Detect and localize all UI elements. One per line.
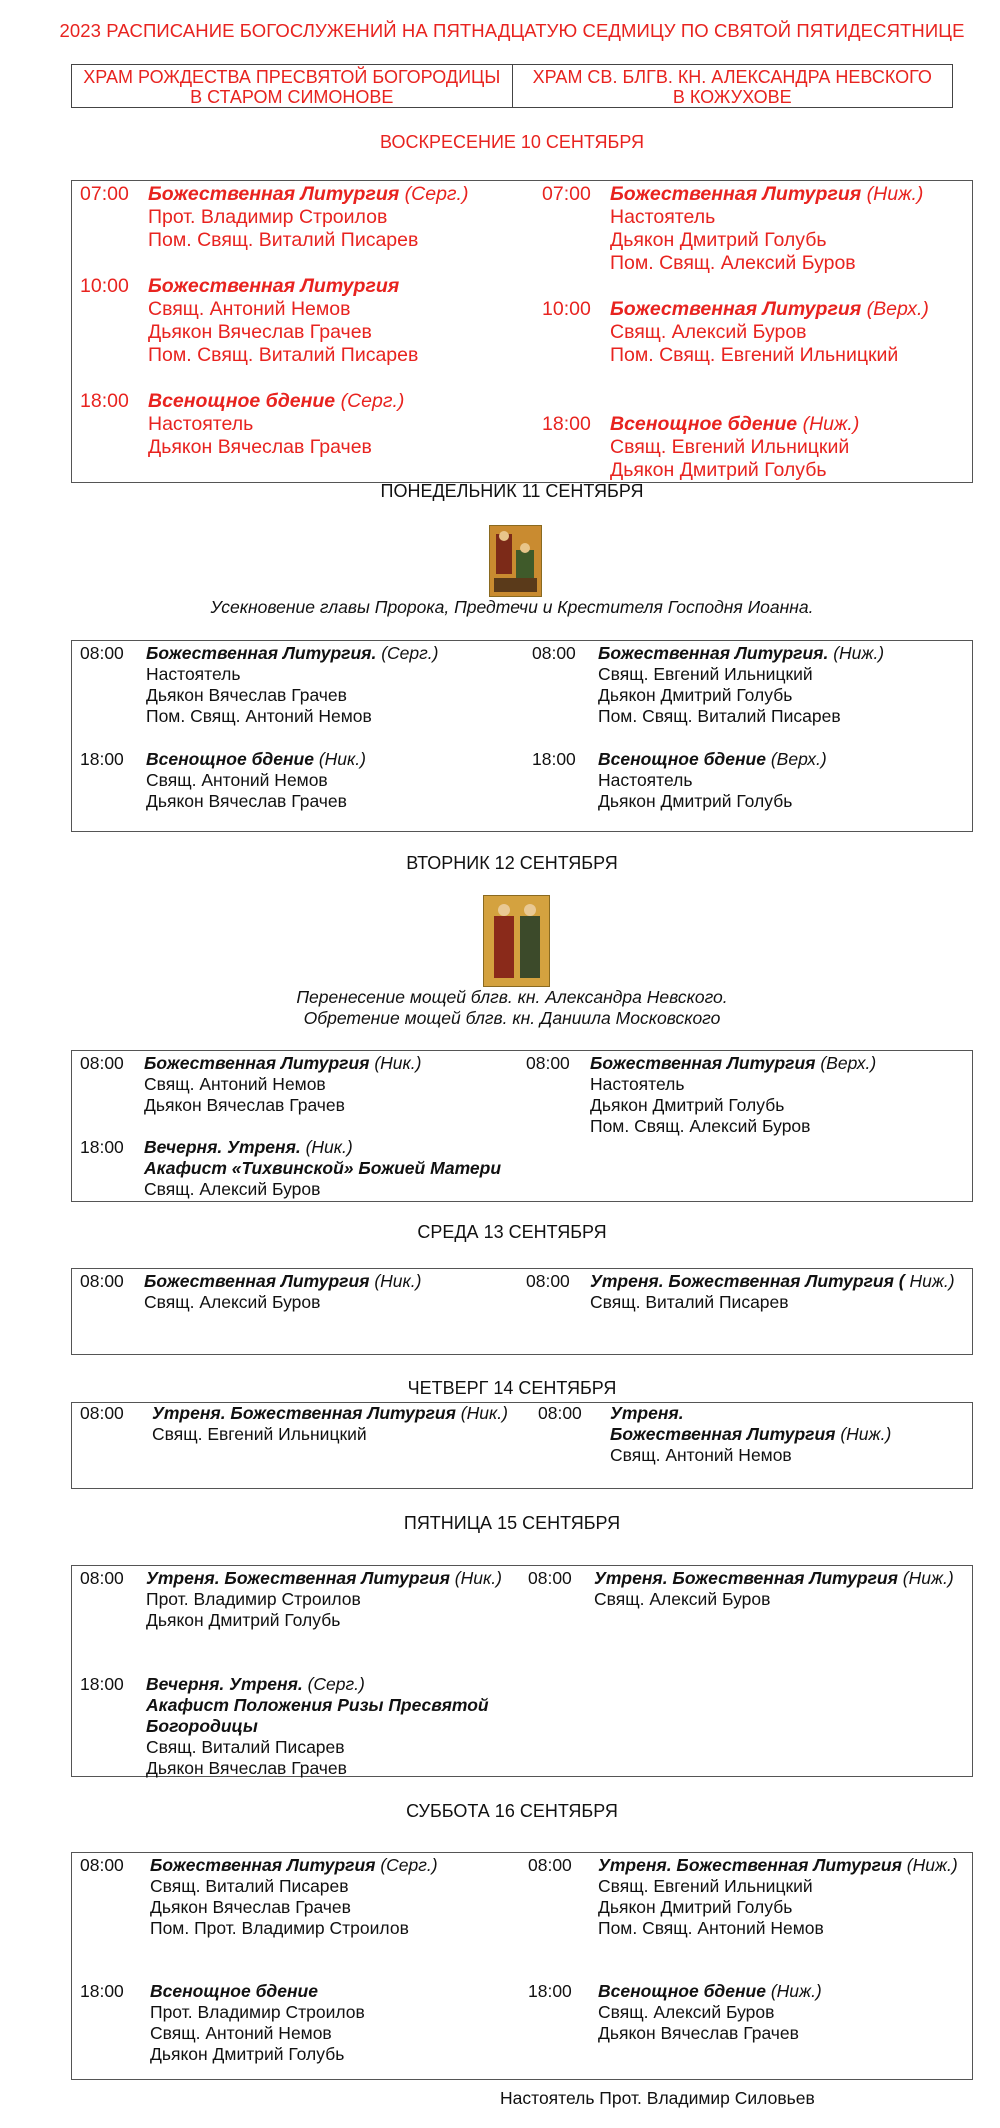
service-time: 08:00: [532, 643, 576, 663]
clergy-name: Пом. Свящ. Алексий Буров: [610, 252, 856, 274]
service-time: 07:00: [80, 183, 129, 205]
clergy-name: Дьякон Дмитрий Голубь: [598, 791, 793, 811]
clergy-name: Дьякон Дмитрий Голубь: [598, 1897, 793, 1917]
service-location: (Ник.): [369, 1271, 422, 1291]
service-title: [148, 183, 468, 206]
clergy-name: Дьякон Дмитрий Голубь: [146, 1610, 341, 1630]
clergy-name: Дьякон Вячеслав Грачев: [146, 791, 347, 811]
service-location: (Ниж.): [765, 1981, 822, 2001]
service-body: [146, 1674, 489, 1779]
service-name: Божественная Литургия: [148, 183, 400, 205]
church-left: ХРАМ РОЖДЕСТВА ПРЕСВЯТОЙ БОГОРОДИЦЫ В СТАРОМ СИМОНОВЕ: [83, 67, 501, 107]
service-body: [594, 1568, 954, 1610]
service-title-2: [144, 1158, 501, 1179]
clergy-name: Прот. Владимир Строилов: [150, 2002, 365, 2022]
service-title: [146, 1568, 502, 1589]
clergy-name: Пом. Свящ. Виталий Писарев: [148, 344, 419, 366]
service-body: [146, 643, 438, 727]
service-location: (Ниж.): [897, 1568, 954, 1588]
service-time: 18:00: [80, 390, 129, 412]
clergy-name: Пом. Свящ. Антоний Немов: [146, 706, 372, 726]
feast-tuesday-2: Обретение мощей блгв. кн. Даниила Московского: [303, 1008, 721, 1028]
service-title: [144, 1271, 422, 1292]
service-location: (Ник.): [313, 749, 366, 769]
icon-image-beheading: [489, 525, 542, 597]
service-body: [598, 643, 884, 727]
clergy-name: Свящ. Антоний Немов: [150, 2023, 332, 2043]
clergy-name: Дьякон Вячеслав Грачев: [146, 1758, 347, 1778]
church-header: [71, 64, 953, 108]
day-title-thursday: ЧЕТВЕРГ 14 СЕНТЯБРЯ: [407, 1378, 617, 1398]
clergy-name: Свящ. Евгений Ильницкий: [610, 436, 850, 458]
clergy-name: Пом. Свящ. Виталий Писарев: [148, 229, 419, 251]
clergy-name: Свящ. Антоний Немов: [610, 1445, 792, 1465]
service-body: [148, 390, 404, 459]
page-title: 2023 РАСПИСАНИЕ БОГОСЛУЖЕНИЙ НА ПЯТНАДЦАТУЮ СЕДМИЦУ ПО СВЯТОЙ ПЯТИДЕСЯТНИЦЕ: [59, 20, 965, 41]
service-name: Всенощное бдение: [148, 390, 336, 412]
service-title: [590, 1271, 955, 1292]
day-title-wednesday: СРЕДА 13 СЕНТЯБРЯ: [417, 1222, 607, 1242]
service-location: (Серг.): [376, 643, 439, 663]
icon-image-saints: [483, 895, 550, 987]
service-location: (Серг.): [335, 390, 405, 412]
clergy-name: Дьякон Дмитрий Голубь: [150, 2044, 345, 2064]
clergy-name: Свящ. Алексий Буров: [144, 1179, 321, 1199]
service-title: [144, 1137, 501, 1158]
schedule-box-wednesday: [71, 1268, 973, 1355]
schedule-box-sunday: [71, 180, 973, 483]
clergy-name: Дьякон Вячеслав Грачев: [148, 321, 372, 343]
clergy-name: Настоятель: [146, 664, 241, 684]
service-location: (Верх.): [815, 1053, 877, 1073]
day-title-tuesday: ВТОРНИК 12 СЕНТЯБРЯ: [406, 853, 618, 873]
clergy-name: Свящ. Антоний Немов: [146, 770, 328, 790]
service-name: Божественная Литургия: [144, 1053, 370, 1073]
service-title: [598, 1855, 958, 1876]
service-body: [610, 1403, 891, 1466]
service-title: [152, 1403, 508, 1424]
service-name: Утреня. Божественная Литургия: [598, 1855, 902, 1875]
service-location: (Ниж.): [901, 1855, 958, 1875]
service-title: [598, 1981, 822, 2002]
schedule-box-friday: [71, 1565, 973, 1777]
service-location: (Верх.): [861, 298, 929, 320]
service-time: 08:00: [526, 1271, 570, 1291]
service-name: Божественная Литургия.: [598, 643, 829, 663]
service-body: [144, 1137, 501, 1200]
service-time: 10:00: [80, 275, 129, 297]
clergy-name: Настоятель: [148, 413, 254, 435]
service-body: [610, 413, 859, 482]
clergy-name: Пом. Свящ. Виталий Писарев: [598, 706, 841, 726]
clergy-name: Пом. Свящ. Алексий Буров: [590, 1116, 811, 1136]
service-name: Божественная Литургия.: [146, 643, 377, 663]
service-body: [144, 1053, 422, 1116]
service-title: [598, 749, 827, 770]
service-time: 18:00: [80, 1137, 124, 1157]
clergy-name: Прот. Владимир Строилов: [148, 206, 388, 228]
service-name: Утреня. Божественная Литургия: [594, 1568, 898, 1588]
service-body: [598, 1981, 822, 2044]
service-title: [148, 275, 418, 298]
service-location: (Ниж.): [828, 643, 885, 663]
clergy-name: Свящ. Алексий Буров: [144, 1292, 321, 1312]
clergy-name: Настоятель: [598, 770, 693, 790]
service-title: [590, 1053, 876, 1074]
clergy-name: Дьякон Дмитрий Голубь: [610, 459, 827, 481]
service-location: (Ник.): [300, 1137, 353, 1157]
service-location: (Серг.): [302, 1674, 365, 1694]
service-body: [144, 1271, 422, 1313]
clergy-name: Свящ. Виталий Писарев: [150, 1876, 349, 1896]
service-time: 08:00: [526, 1053, 570, 1073]
service-time: 08:00: [528, 1855, 572, 1875]
clergy-name: Дьякон Дмитрий Голубь: [590, 1095, 785, 1115]
service-title: [610, 298, 929, 321]
service-location: (Ник.): [455, 1403, 508, 1423]
clergy-name: Дьякон Вячеслав Грачев: [144, 1095, 345, 1115]
service-title: [150, 1855, 438, 1876]
clergy-name: Дьякон Вячеслав Грачев: [598, 2023, 799, 2043]
clergy-name: Дьякон Вячеслав Грачев: [148, 436, 372, 458]
clergy-name: Пом. Свящ. Евгений Ильницкий: [610, 344, 899, 366]
service-time: 08:00: [538, 1403, 582, 1423]
service-body: [598, 1855, 958, 1939]
schedule-box-tuesday: [71, 1050, 973, 1202]
service-name: Утреня. Божественная Литургия (: [590, 1271, 905, 1291]
service-title: [598, 643, 884, 664]
service-name-3: Богородицы: [146, 1716, 258, 1736]
service-body: [148, 183, 468, 252]
clergy-name: Свящ. Евгений Ильницкий: [152, 1424, 367, 1444]
service-body: [146, 749, 366, 812]
signature: Настоятель Прот. Владимир Силовьев: [500, 2088, 815, 2108]
service-location: (Ниж.): [861, 183, 924, 205]
clergy-name: Свящ. Антоний Немов: [144, 1074, 326, 1094]
clergy-name: Настоятель: [610, 206, 716, 228]
service-title-2: [610, 1424, 891, 1445]
schedule-box-monday: [71, 640, 973, 832]
service-name-2: Акафист «Тихвинской» Божией Матери: [144, 1158, 502, 1178]
service-body: [590, 1271, 955, 1313]
schedule-box-thursday: [71, 1402, 973, 1489]
service-title: [610, 183, 923, 206]
clergy-name: Дьякон Дмитрий Голубь: [610, 229, 827, 251]
service-body: [610, 298, 929, 367]
clergy-name: Дьякон Вячеслав Грачев: [146, 685, 347, 705]
service-location: (Ник.): [449, 1568, 502, 1588]
service-time: 08:00: [80, 1568, 124, 1588]
service-title-2: [146, 1695, 489, 1716]
feast-monday: Усекновение главы Пророка, Предтечи и Крестителя Господня Иоанна.: [210, 597, 814, 617]
service-time: 18:00: [542, 413, 591, 435]
service-time: 18:00: [528, 1981, 572, 2001]
service-location: (Серг.): [399, 183, 469, 205]
clergy-name: Пом. Свящ. Антоний Немов: [598, 1918, 824, 1938]
day-title-monday: ПОНЕДЕЛЬНИК 11 СЕНТЯБРЯ: [380, 481, 644, 501]
clergy-name: Свящ. Виталий Писарев: [146, 1737, 345, 1757]
service-title: [146, 643, 438, 664]
service-body: [152, 1403, 508, 1445]
service-location: (Ниж.): [797, 413, 860, 435]
service-time: 08:00: [80, 643, 124, 663]
service-body: [598, 749, 827, 812]
service-name: Всенощное бдение: [598, 749, 766, 769]
service-name: Утреня. Божественная Литургия: [152, 1403, 456, 1423]
day-title-friday: ПЯТНИЦА 15 СЕНТЯБРЯ: [403, 1513, 621, 1533]
schedule-box-saturday: [71, 1852, 973, 2080]
clergy-name: Пом. Прот. Владимир Строилов: [150, 1918, 409, 1938]
service-title-3: [146, 1716, 489, 1737]
service-location: (Ниж.): [835, 1424, 892, 1444]
service-time: 08:00: [80, 1403, 124, 1423]
clergy-name: Свящ. Алексий Буров: [598, 2002, 775, 2022]
service-location: (Ник.): [369, 1053, 422, 1073]
service-name: Вечерня. Утреня.: [146, 1674, 303, 1694]
service-location: (Серг.): [375, 1855, 438, 1875]
service-name: Вечерня. Утреня.: [144, 1137, 301, 1157]
service-name: Божественная Литургия: [610, 183, 862, 205]
service-time: 07:00: [542, 183, 591, 205]
service-location: Ниж.): [904, 1271, 955, 1291]
service-time: 08:00: [80, 1053, 124, 1073]
service-title: [610, 413, 859, 436]
service-name-2: Акафист Положения Ризы Пресвятой: [146, 1695, 489, 1715]
service-body: [146, 1568, 502, 1631]
service-time: 18:00: [80, 1674, 124, 1694]
service-title: [146, 749, 366, 770]
service-name-2: Божественная Литургия: [610, 1424, 836, 1444]
service-name: Всенощное бдение: [150, 1981, 318, 2001]
clergy-name: Свящ. Антоний Немов: [148, 298, 351, 320]
service-title: [146, 1674, 489, 1695]
clergy-name: Дьякон Дмитрий Голубь: [598, 685, 793, 705]
service-body: [610, 183, 923, 275]
day-title-saturday: СУББОТА 16 СЕНТЯБРЯ: [406, 1801, 618, 1821]
service-time: 18:00: [532, 749, 576, 769]
service-body: [150, 1855, 438, 1939]
service-name: Божественная Литургия: [150, 1855, 376, 1875]
service-title: [150, 1981, 365, 2002]
clergy-name: Свящ. Евгений Ильницкий: [598, 1876, 813, 1896]
clergy-name: Настоятель: [590, 1074, 685, 1094]
service-title: [594, 1568, 954, 1589]
service-title: [610, 1403, 891, 1424]
service-name: Божественная Литургия: [610, 298, 862, 320]
feast-tuesday-1: Перенесение мощей блгв. кн. Александра Невского.: [296, 987, 728, 1007]
clergy-name: Дьякон Вячеслав Грачев: [150, 1897, 351, 1917]
clergy-name: Свящ. Евгений Ильницкий: [598, 664, 813, 684]
clergy-name: Свящ. Виталий Писарев: [590, 1292, 789, 1312]
service-time: 08:00: [528, 1568, 572, 1588]
service-body: [148, 275, 418, 367]
service-name: Всенощное бдение: [146, 749, 314, 769]
service-name: Всенощное бдение: [598, 1981, 766, 2001]
service-name: Утреня.: [610, 1403, 684, 1423]
service-body: [150, 1981, 365, 2065]
service-time: 08:00: [80, 1855, 124, 1875]
service-name: Божественная Литургия: [148, 275, 400, 297]
service-time: 18:00: [80, 1981, 124, 2001]
day-title-sunday: ВОСКРЕСЕНИЕ 10 СЕНТЯБРЯ: [380, 132, 644, 152]
clergy-name: Свящ. Алексий Буров: [594, 1589, 771, 1609]
service-time: 10:00: [542, 298, 591, 320]
service-title: [148, 390, 404, 413]
clergy-name: Свящ. Алексий Буров: [610, 321, 807, 343]
service-name: Всенощное бдение: [610, 413, 798, 435]
service-title: [144, 1053, 422, 1074]
service-name: Божественная Литургия: [590, 1053, 816, 1073]
service-time: 18:00: [80, 749, 124, 769]
service-location: (Верх.): [765, 749, 827, 769]
service-name: Утреня. Божественная Литургия: [146, 1568, 450, 1588]
service-name: Божественная Литургия: [144, 1271, 370, 1291]
service-time: 08:00: [80, 1271, 124, 1291]
clergy-name: Прот. Владимир Строилов: [146, 1589, 361, 1609]
church-right: ХРАМ СВ. БЛГВ. КН. АЛЕКСАНДРА НЕВСКОГО В КОЖУХОВЕ: [512, 65, 953, 107]
service-body: [590, 1053, 876, 1137]
